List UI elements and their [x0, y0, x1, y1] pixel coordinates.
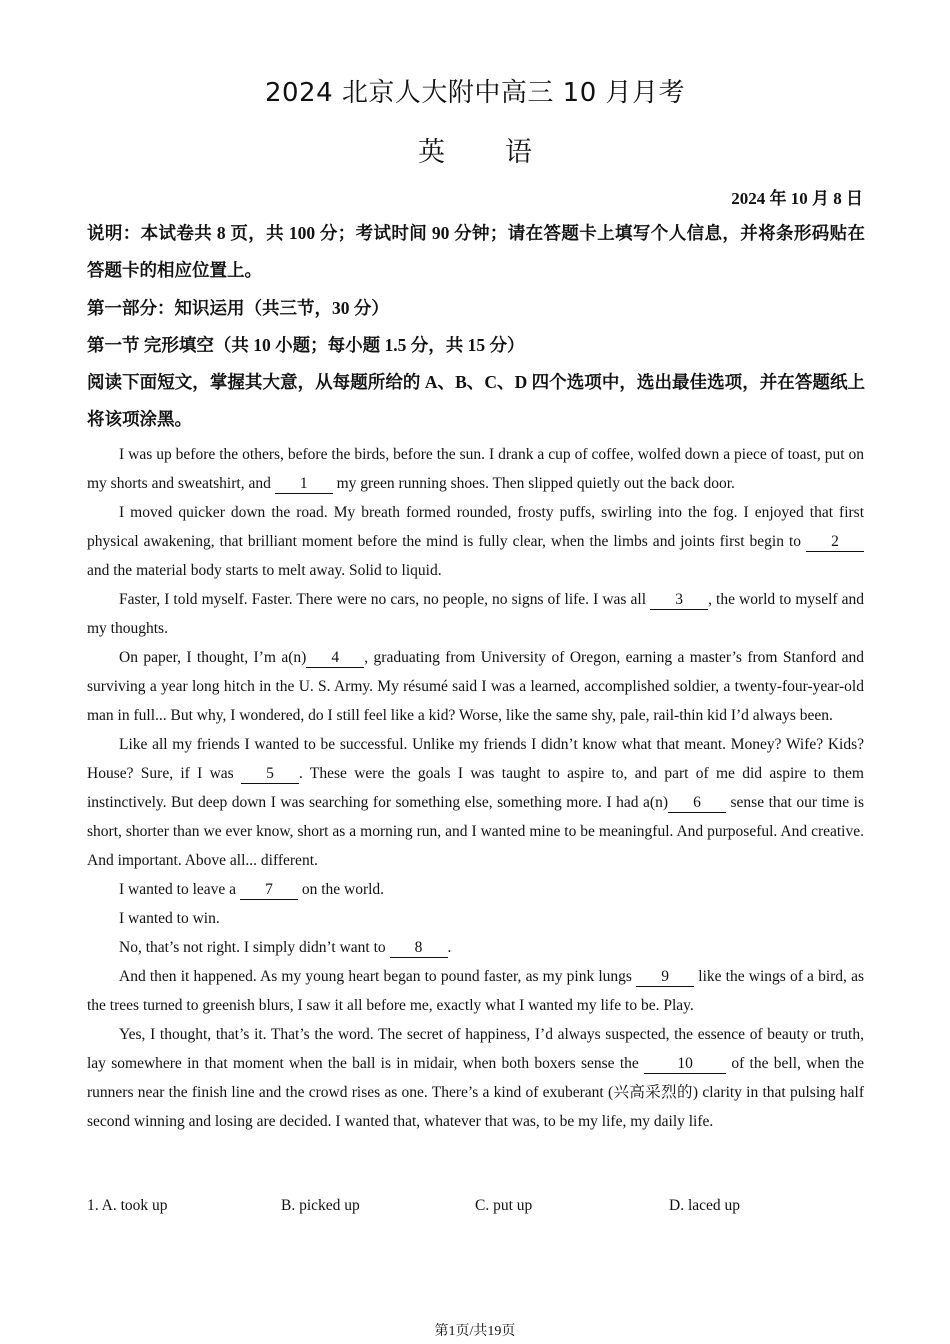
paragraph-5: Like all my friends I wanted to be successful. Unlike my friends I didn’t know what that meant. Money? Wife? Kids? House? Sure, if I was 5 . These were the goals I was taught to aspire to, and part of me did aspire to them instinctively. But deep down I was searching for something else, something more. I had a(n) 6 sense that our time is short, shorter than we ever know, short as a morning run, and I wanted mine to be meaningful. And purposeful. And creative. And important. Above all... different. [87, 736, 864, 869]
blank-9: 9 [636, 968, 694, 987]
paragraph-6: I wanted to leave a 7 on the world. [119, 881, 385, 898]
paragraph-4: On paper, I thought, I’m a(n) 4 , graduating from University of Oregon, earning a master’s from Stanford and surviving a year long hitch in the U. S. Army. My résumé said I was a learned, accomplished soldier, a twenty-four-year-old man in full... But why, I wondered, do I still feel like a kid? Worse, like the same shy, pale, rail-thin kid I’d always been. [87, 649, 864, 724]
paragraph-10: Yes, I thought, that’s it. That’s the word. The secret of happiness, I’d always suspected, the essence of beauty or truth, lay somewhere in that moment when the ball is in midair, when both boxers sense the 10 of the bell, when the runners near the finish line and the crowd rises as one. There’s a kind of exuberant (兴高采烈的) clarity in that pulsing half second winning and losing are decided. I wanted that, whatever that was, to be my life, my daily life. [87, 1026, 864, 1130]
option-b: B. picked up [281, 1197, 360, 1214]
blank-1: 1 [275, 475, 333, 494]
blank-8: 8 [390, 939, 448, 958]
paragraph-1: I was up before the others, before the birds, before the sun. I drank a cup of coffee, wolfed down a piece of toast, put on my shorts and sweatshirt, and 1 my green running shoes. Then slipped quietly out the back door. [87, 446, 864, 492]
blank-4: 4 [306, 649, 364, 668]
exam-date: 2024 年 10 月 8 日 [731, 189, 863, 208]
blank-7: 7 [240, 881, 298, 900]
option-a: 1. A. took up [87, 1197, 168, 1214]
directions-text: 阅读下面短文，掌握其大意，从每题所给的 A、B、C、D 四个选项中，选出最佳选项，并在答题纸上将该项涂黑。 [87, 372, 865, 429]
part-one-heading: 第一部分：知识运用（共三节，30 分） [87, 298, 389, 318]
option-c: C. put up [475, 1197, 533, 1214]
page-number: 第1页/共19页 [434, 1324, 516, 1339]
blank-5: 5 [241, 765, 299, 784]
blank-2: 2 [806, 533, 864, 552]
paragraph-8: No, that’s not right. I simply didn’t want to 8 . [119, 939, 452, 956]
paragraph-7: I wanted to win. [119, 910, 220, 927]
exam-title: 2024 北京人大附中高三 10 月月考 [264, 78, 686, 108]
section-one-heading: 第一节 完形填空（共 10 小题；每小题 1.5 分，共 15 分） [87, 335, 525, 355]
blank-10: 10 [644, 1055, 726, 1074]
blank-3: 3 [650, 591, 708, 610]
subject-char-2: 语 [505, 137, 532, 168]
instructions-note: 说明：本试卷共 8 页，共 100 分；考试时间 90 分钟；请在答题卡上填写个人信息，并将条形码贴在答题卡的相应位置上。 [87, 223, 865, 280]
paragraph-9: And then it happened. As my young heart began to pound faster, as my pink lungs 9 like the wings of a bird, as the trees turned to greenish blurs, I saw it all before me, exactly what I wanted my life to be. Play. [87, 968, 864, 1014]
paragraph-2: I moved quicker down the road. My breath formed rounded, frosty puffs, swirling into the fog. I enjoyed that first physical awakening, that brilliant moment before the mind is fully clear, when the limbs and joints first begin to 2 and the material body starts to melt away. Solid to liquid. [87, 504, 864, 579]
subject-char-1: 英 [418, 137, 445, 168]
paragraph-3: Faster, I told myself. Faster. There were no cars, no people, no signs of life. I was all 3 , the world to myself and my thoughts. [87, 591, 864, 637]
subject-heading [0, 130, 950, 169]
cloze-passage [87, 440, 864, 1136]
blank-6: 6 [668, 794, 726, 813]
option-d: D. laced up [669, 1197, 741, 1214]
